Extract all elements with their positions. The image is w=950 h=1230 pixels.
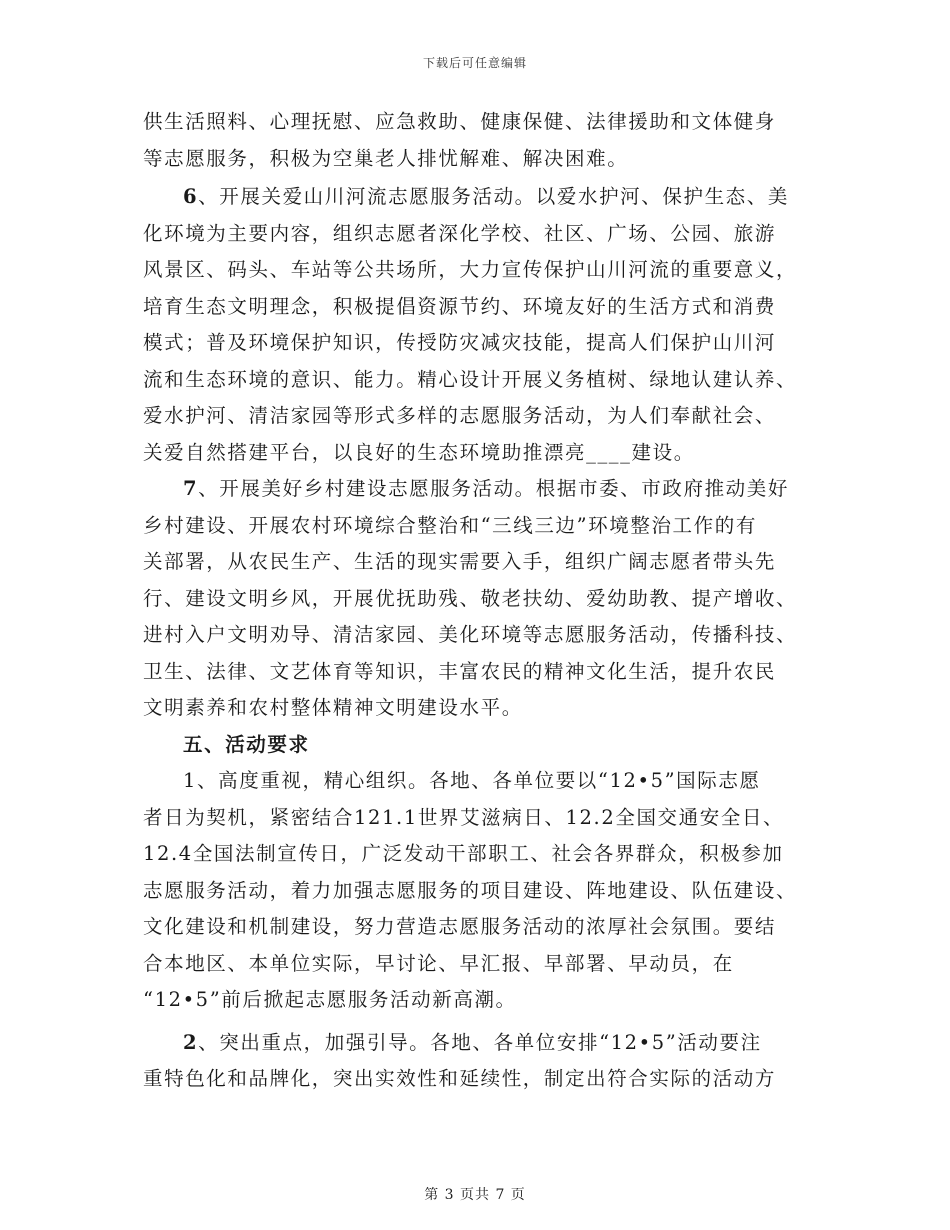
item-6-first-line (143, 179, 808, 216)
item-number: 2 (183, 1030, 199, 1054)
paragraph-line: 模式；普及环境保护知识，传授防灾减灾技能，提高人们保护山川河 (143, 331, 777, 354)
paragraph-line: 合本地区、本单位实际，早讨论、早汇报、早部署、早动员，在 (143, 951, 734, 975)
document-body (143, 104, 808, 1098)
paragraph-line: 风景区、码头、车站等公共场所，大力宣传保护山川河流的重要意义， (143, 258, 798, 281)
paragraph-line: 供生活照料、心理抚慰、应急救助、健康保健、法律援助和文体健身 (143, 110, 777, 133)
paragraph-line: 卫生、法律、文艺体育等知识，丰富农民的精神文化生活，提升农民 (143, 659, 777, 683)
paragraph-line: 者日为契机，紧密结合121.1世界艾滋病日、12.2全国交通安全日、 (143, 805, 785, 829)
paragraph-line: 进村入户文明劝导、清洁家园、美化环境等志愿服务活动，传播科技、 (143, 623, 798, 646)
paragraph-text: 、开展关爱山川河流志愿服务活动。以爱水护河、保护生态、美 (198, 185, 789, 208)
download-note: 下载后可任意编辑 (422, 56, 527, 70)
paragraph-line: 12.4全国法制宣传日，广泛发动干部职工、社会各界群众，积极参加 (143, 842, 784, 865)
item-number: 7 (183, 477, 199, 500)
paragraph-line: 化环境为主要内容，组织志愿者深化学校、社区、广场、公园、旅游 (143, 221, 777, 245)
paragraph-line: 培育生态文明理念，积极提倡资源节约、环境友好的生活方式和消费 (143, 294, 777, 318)
paragraph-text: 、开展美好乡村建设志愿服务活动。根据市委、市政府推动美好 (198, 477, 789, 500)
paragraph-line: 流和生态环境的意识、能力。精心设计开展义务植树、绿地认建认养、 (143, 367, 798, 391)
section-heading: 五、活动要求 (183, 732, 310, 756)
paragraph-line: 行、建设文明乡风，开展优抚助残、敬老扶幼、爱幼助教、提产增收、 (143, 586, 798, 610)
paragraph-line: 爱水护河、清洁家园等形式多样的志愿服务活动，为人们奉献社会、 (143, 404, 777, 427)
requirement-1-first-line: 1、高度重视，精心组织。各地、各单位要以“12•5”国际志愿 (183, 769, 761, 792)
paragraph-line: 文化建设和机制建设，努力营造志愿服务活动的浓厚社会氛围。要结 (143, 915, 777, 938)
paragraph-line: 重特色化和品牌化，突出实效性和延续性，制定出符合实际的活动方 (143, 1067, 777, 1090)
item-number: 6 (183, 185, 199, 208)
paragraph-line: 文明素养和农村整体精神文明建设水平。 (143, 696, 523, 719)
item-7-first-line (143, 471, 808, 508)
paragraph-line: 志愿服务活动，着力加强志愿服务的项目建设、阵地建设、队伍建设、 (143, 878, 798, 902)
paragraph-line: 关爱自然搭建平台，以良好的生态环境助推漂亮____建设。 (143, 440, 695, 464)
paragraph-text: 、突出重点，加强引导。各地、各单位安排“12•5”活动要注 (198, 1030, 762, 1054)
paragraph-line: 关部署，从农民生产、生活的现实需要入手，组织广阔志愿者带头先 (143, 550, 777, 573)
paragraph-line: 等志愿服务，积极为空巢老人排忧解难、解决困难。 (143, 146, 629, 170)
requirement-2-first-line (143, 1025, 808, 1062)
page-number: 第 3 页共 7 页 (424, 1187, 526, 1203)
paragraph-line: “12•5”前后掀起志愿服务活动新高潮。 (143, 988, 517, 1011)
paragraph-line: 乡村建设、开展农村环境综合整治和“三线三边”环境整治工作的有 (143, 513, 757, 537)
